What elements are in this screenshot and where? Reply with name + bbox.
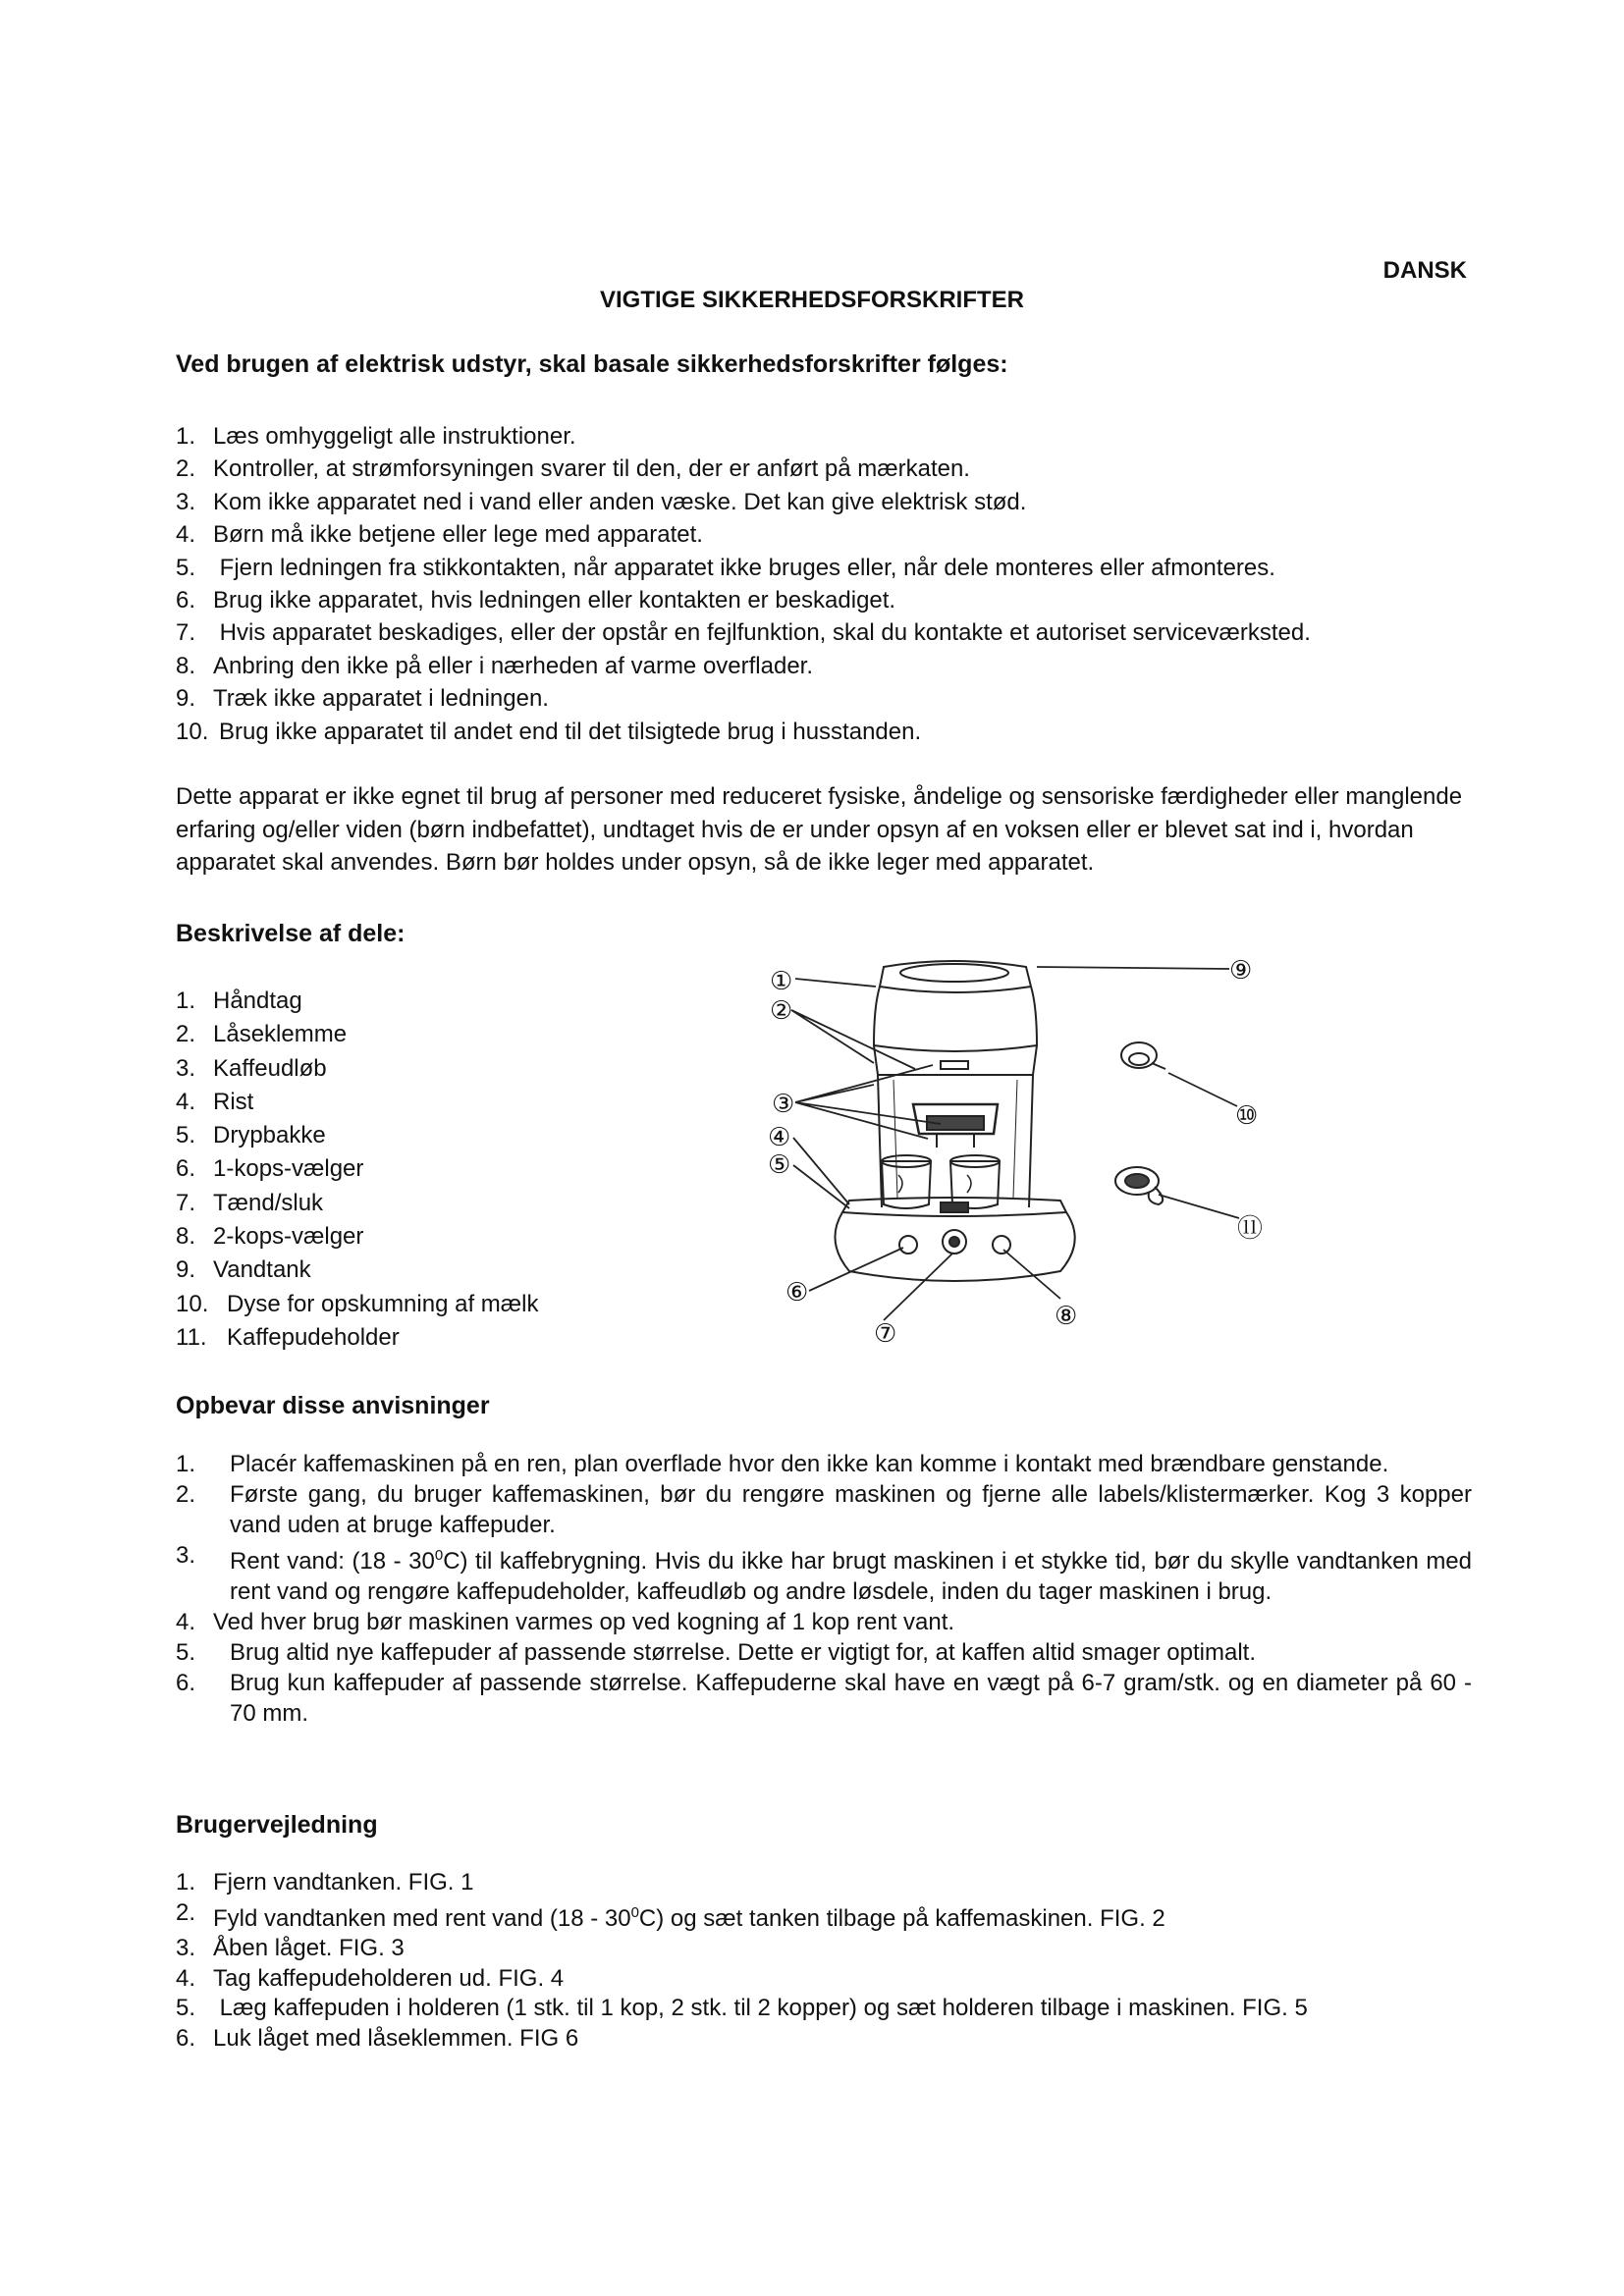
coffee-machine-drawing [835, 961, 1165, 1281]
user-guide-list [176, 1868, 1472, 2054]
list-item: 4. Tag kaffepudeholderen ud. FIG. 4 [176, 1964, 565, 1992]
list-item: 6. Brug ikke apparatet, hvis ledningen eller kontakten er beskadiget. [176, 587, 896, 614]
list-item: 2. Fyld vandtanken med rent vand $(18 - 30^0C)$ og sæt tanken tilbage på kaffemaskinen. FIG. 2 [176, 1898, 1165, 1932]
language-label: DANSK [1382, 257, 1467, 284]
list-item: 3. Åben låget. FIG. 3 [176, 1935, 405, 1961]
list-item: 6. 1-kops-vælger [176, 1155, 364, 1183]
coffee-machine-diagram [727, 947, 1276, 1389]
list-item: 9. Vandtank [176, 1256, 311, 1284]
intro-heading: Ved brugen af elektrisk udstyr, skal basale sikkerhedsforskrifter følges: [176, 350, 1008, 378]
list-item: 7. Hvis apparatet beskadiges, eller der opstår en fejlfunktion, skal du kontakte et autoriset serviceværksted. [176, 619, 1311, 647]
callout-4: ④ [768, 1123, 791, 1152]
list-item: 1. Placér kaffemaskinen på en ren, plan overflade hvor den ikke kan komme i kontakt med brændbare genstande. [176, 1451, 1389, 1477]
callout-2: ② [770, 996, 793, 1026]
parts-heading: Beskrivelse af dele: [176, 920, 406, 947]
list-item: 4. Ved hver brug bør maskinen varmes op ved kogning af 1 kop rent vant. [176, 1609, 955, 1635]
callout-7: ⑦ [874, 1319, 897, 1349]
list-item: 1. Fjern vandtanken. FIG. 1 [176, 1869, 474, 1896]
callout-3: ③ [772, 1090, 795, 1119]
list-item: 11. Kaffepudeholder [176, 1323, 400, 1351]
storage-heading: Opbevar disse anvisninger [176, 1392, 490, 1419]
list-item: 5. Læg kaffepuden i holderen (1 stk. til 1 kop, 2 stk. til 2 kopper) og sæt holderen tilbage i maskinen. FIG. 5 [176, 1995, 1308, 2021]
callout-11: ⑪ [1237, 1214, 1264, 1244]
list-item: 5. Brug altid nye kaffepuder af passende størrelse. Dette er vigtigt for, at kaffen altid smager optimalt. [176, 1639, 1256, 1666]
parts-list [176, 985, 538, 1355]
callout-1: ① [770, 967, 793, 996]
page-title: VIGTIGE SIKKERHEDSFORSKRIFTER [599, 287, 1025, 313]
callout-10: ⑩ [1235, 1101, 1259, 1131]
list-item: 3. Kom ikke apparatet ned i vand eller anden væske. Det kan give elektrisk stød. [176, 488, 1027, 515]
list-item: 6. Luk låget med låseklemmen. FIG 6 [176, 2024, 579, 2052]
list-item: 3. Kaffeudløb [176, 1054, 327, 1082]
safety-rules-list [176, 420, 1472, 748]
list-item: 10. Brug ikke apparatet til andet end til det tilsigtede brug i husstanden. [176, 718, 922, 745]
list-item: 10. Dyse for opskumning af mælk [176, 1290, 539, 1317]
storage-instructions-list [176, 1449, 1472, 1729]
warning-paragraph: Dette apparat er ikke egnet til brug af personer med reduceret fysiske, åndelige og sensoriske færdigheder eller manglende erfaring og/eller viden (børn indbefattet), undtaget hvis de er under opsyn af en voksen eller er blevet sat ind i, hvordan apparatet skal anvendes. Børn bør holdes under opsyn, så de ikke leger med apparatet. [176, 783, 1463, 876]
list-item: 1. Læs omhyggeligt alle instruktioner. [176, 423, 576, 450]
list-item: 5. Drypbakke [176, 1122, 326, 1149]
list-item: 2. Første gang, du bruger kaffemaskinen, bør du rengøre maskinen og fjerne alle labels/klistermærker. Kog 3 kopper vand uden at bruge kaffepuder. [176, 1481, 1472, 1538]
list-item: 2. Kontroller, at strømforsyningen svarer til den, der er anført på mærkaten. [176, 455, 970, 483]
list-item: 4. Børn må ikke betjene eller lege med apparatet. [176, 521, 703, 549]
list-item: 7. Tænd/sluk [176, 1189, 324, 1216]
guide-heading: Brugervejledning [176, 1811, 378, 1839]
callout-9: ⑨ [1229, 956, 1253, 986]
list-item: 2. Låseklemme [176, 1021, 348, 1048]
list-item: 9. Træk ikke apparatet i ledningen. [176, 685, 549, 713]
callout-5: ⑤ [768, 1150, 791, 1180]
list-item: 3. Rent vand: $(18 - 30^0C)$ til kaffebrygning. Hvis du ikke har brugt maskinen i et stykke tid, bør du skylle vandtanken med rent vand og rengøre kaffepudeholder, kaffeudløb og andre løsdele, inden du tager maskinen i brug. [176, 1542, 1473, 1605]
list-item: 8. 2-kops-vælger [176, 1223, 364, 1251]
list-item: 1. Håndtag [176, 988, 302, 1014]
callout-8: ⑧ [1055, 1302, 1078, 1331]
list-item: 6. Brug kun kaffepuder af passende størrelse. Kaffepuderne skal have en vægt på 6-7 gram/stk. og en diameter på 60 - 70 mm. [176, 1670, 1472, 1727]
list-item: 5. Fjern ledningen fra stikkontakten, når apparatet ikke bruges eller, når dele monteres eller afmonteres. [176, 554, 1275, 581]
callout-6: ⑥ [785, 1278, 809, 1308]
list-item: 8. Anbring den ikke på eller i nærheden af varme overflader. [176, 652, 814, 679]
list-item: 4. Rist [176, 1088, 254, 1115]
